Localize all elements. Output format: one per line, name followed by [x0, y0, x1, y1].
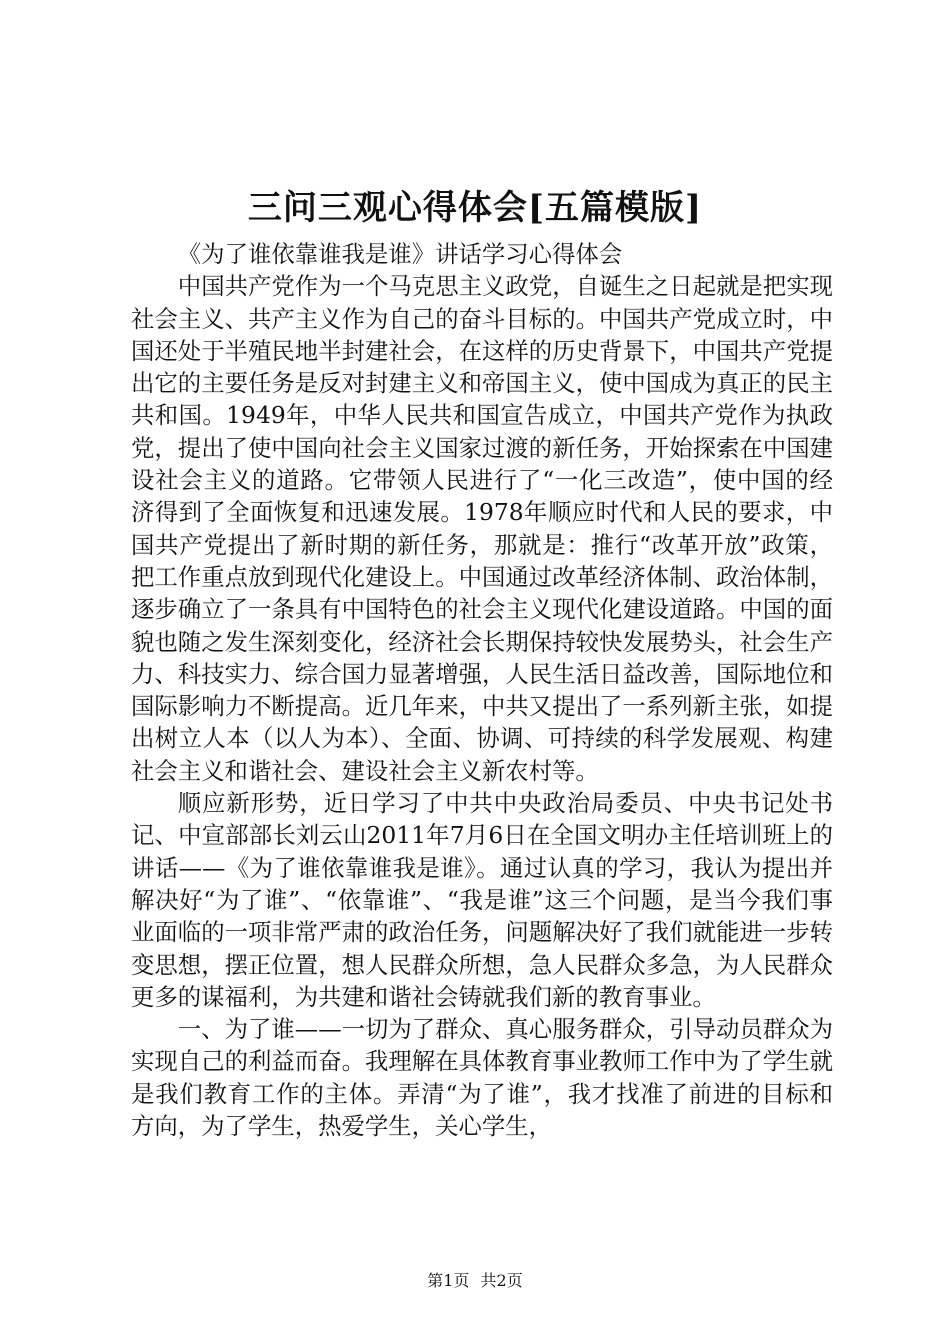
document-subtitle: 《为了谁依靠谁我是谁》讲话学习心得体会 [177, 240, 623, 268]
document-title: 三问三观心得体会[五篇模版] [247, 188, 703, 228]
paragraph: 顺应新形势，近日学习了中共中央政治局委员、中央书记处书记、中宣部部长刘云山2011年7月6日在全国文明办主任培训班上的讲话——《为了谁依靠谁我是谁》。通过认真的学习，我认为提出并解决好“为了谁”、“依靠谁”、“我是谁”这三个问题，是当今我们事业面临的一项非常严肃的政治任务，问题解决好了我们就能进一步转变思想，摆正位置，想人民群众所想，急人民群众多急，为人民群众更多的谋福利，为共建和谐社会铸就我们新的教育事业。 [131, 789, 833, 1011]
paragraph: 中国共产党作为一个马克思主义政党，自诞生之日起就是把实现社会主义、共产主义作为自己的奋斗目标的。中国共产党成立时，中国还处于半殖民地半封建社会，在这样的历史背景下，中国共产党提出它的主要任务是反对封建主义和帝国主义，使中国成为真正的民主共和国。1949年，中华人民共和国宣告成立，中国共产党作为执政党，提出了使中国向社会主义国家过渡的新任务，开始探索在中国建设社会主义的道路。它带领人民进行了“一化三改造”，使中国的经济得到了全面恢复和迅速发展。1978年顺应时代和人民的要求，中国共产党提出了新时期的新任务，那就是：推行“改革开放”政策，把工作重点放到现代化建设上。中国通过改革经济体制、政治体制，逐步确立了一条具有中国特色的社会主义现代化建设道路。中国的面貌也随之发生深刻变化，经济社会长期保持较快发展势头，社会生产力、科技实力、综合国力显著增强，人民生活日益改善，国际地位和国际影响力不断提高。近几年来，中共又提出了一系列新主张，如提出树立人本（以人为本）、全面、协调、可持续的科学发展观、构建社会主义和谐社会、建设社会主义新农村等。 [131, 272, 833, 785]
page-total: 共2页 [480, 1271, 523, 1290]
paragraph: 一、为了谁——一切为了群众、真心服务群众，引导动员群众为实现自己的利益而奋。我理解在具体教育事业教师工作中为了学生就是我们教育工作的主体。弄清“为了谁”，我才找准了前进的目标和方向，为了学生，热爱学生，关心学生， [131, 1015, 833, 1141]
page-number: 第1页 [427, 1271, 470, 1290]
document-body [131, 238, 833, 1142]
page-footer [0, 1270, 950, 1292]
